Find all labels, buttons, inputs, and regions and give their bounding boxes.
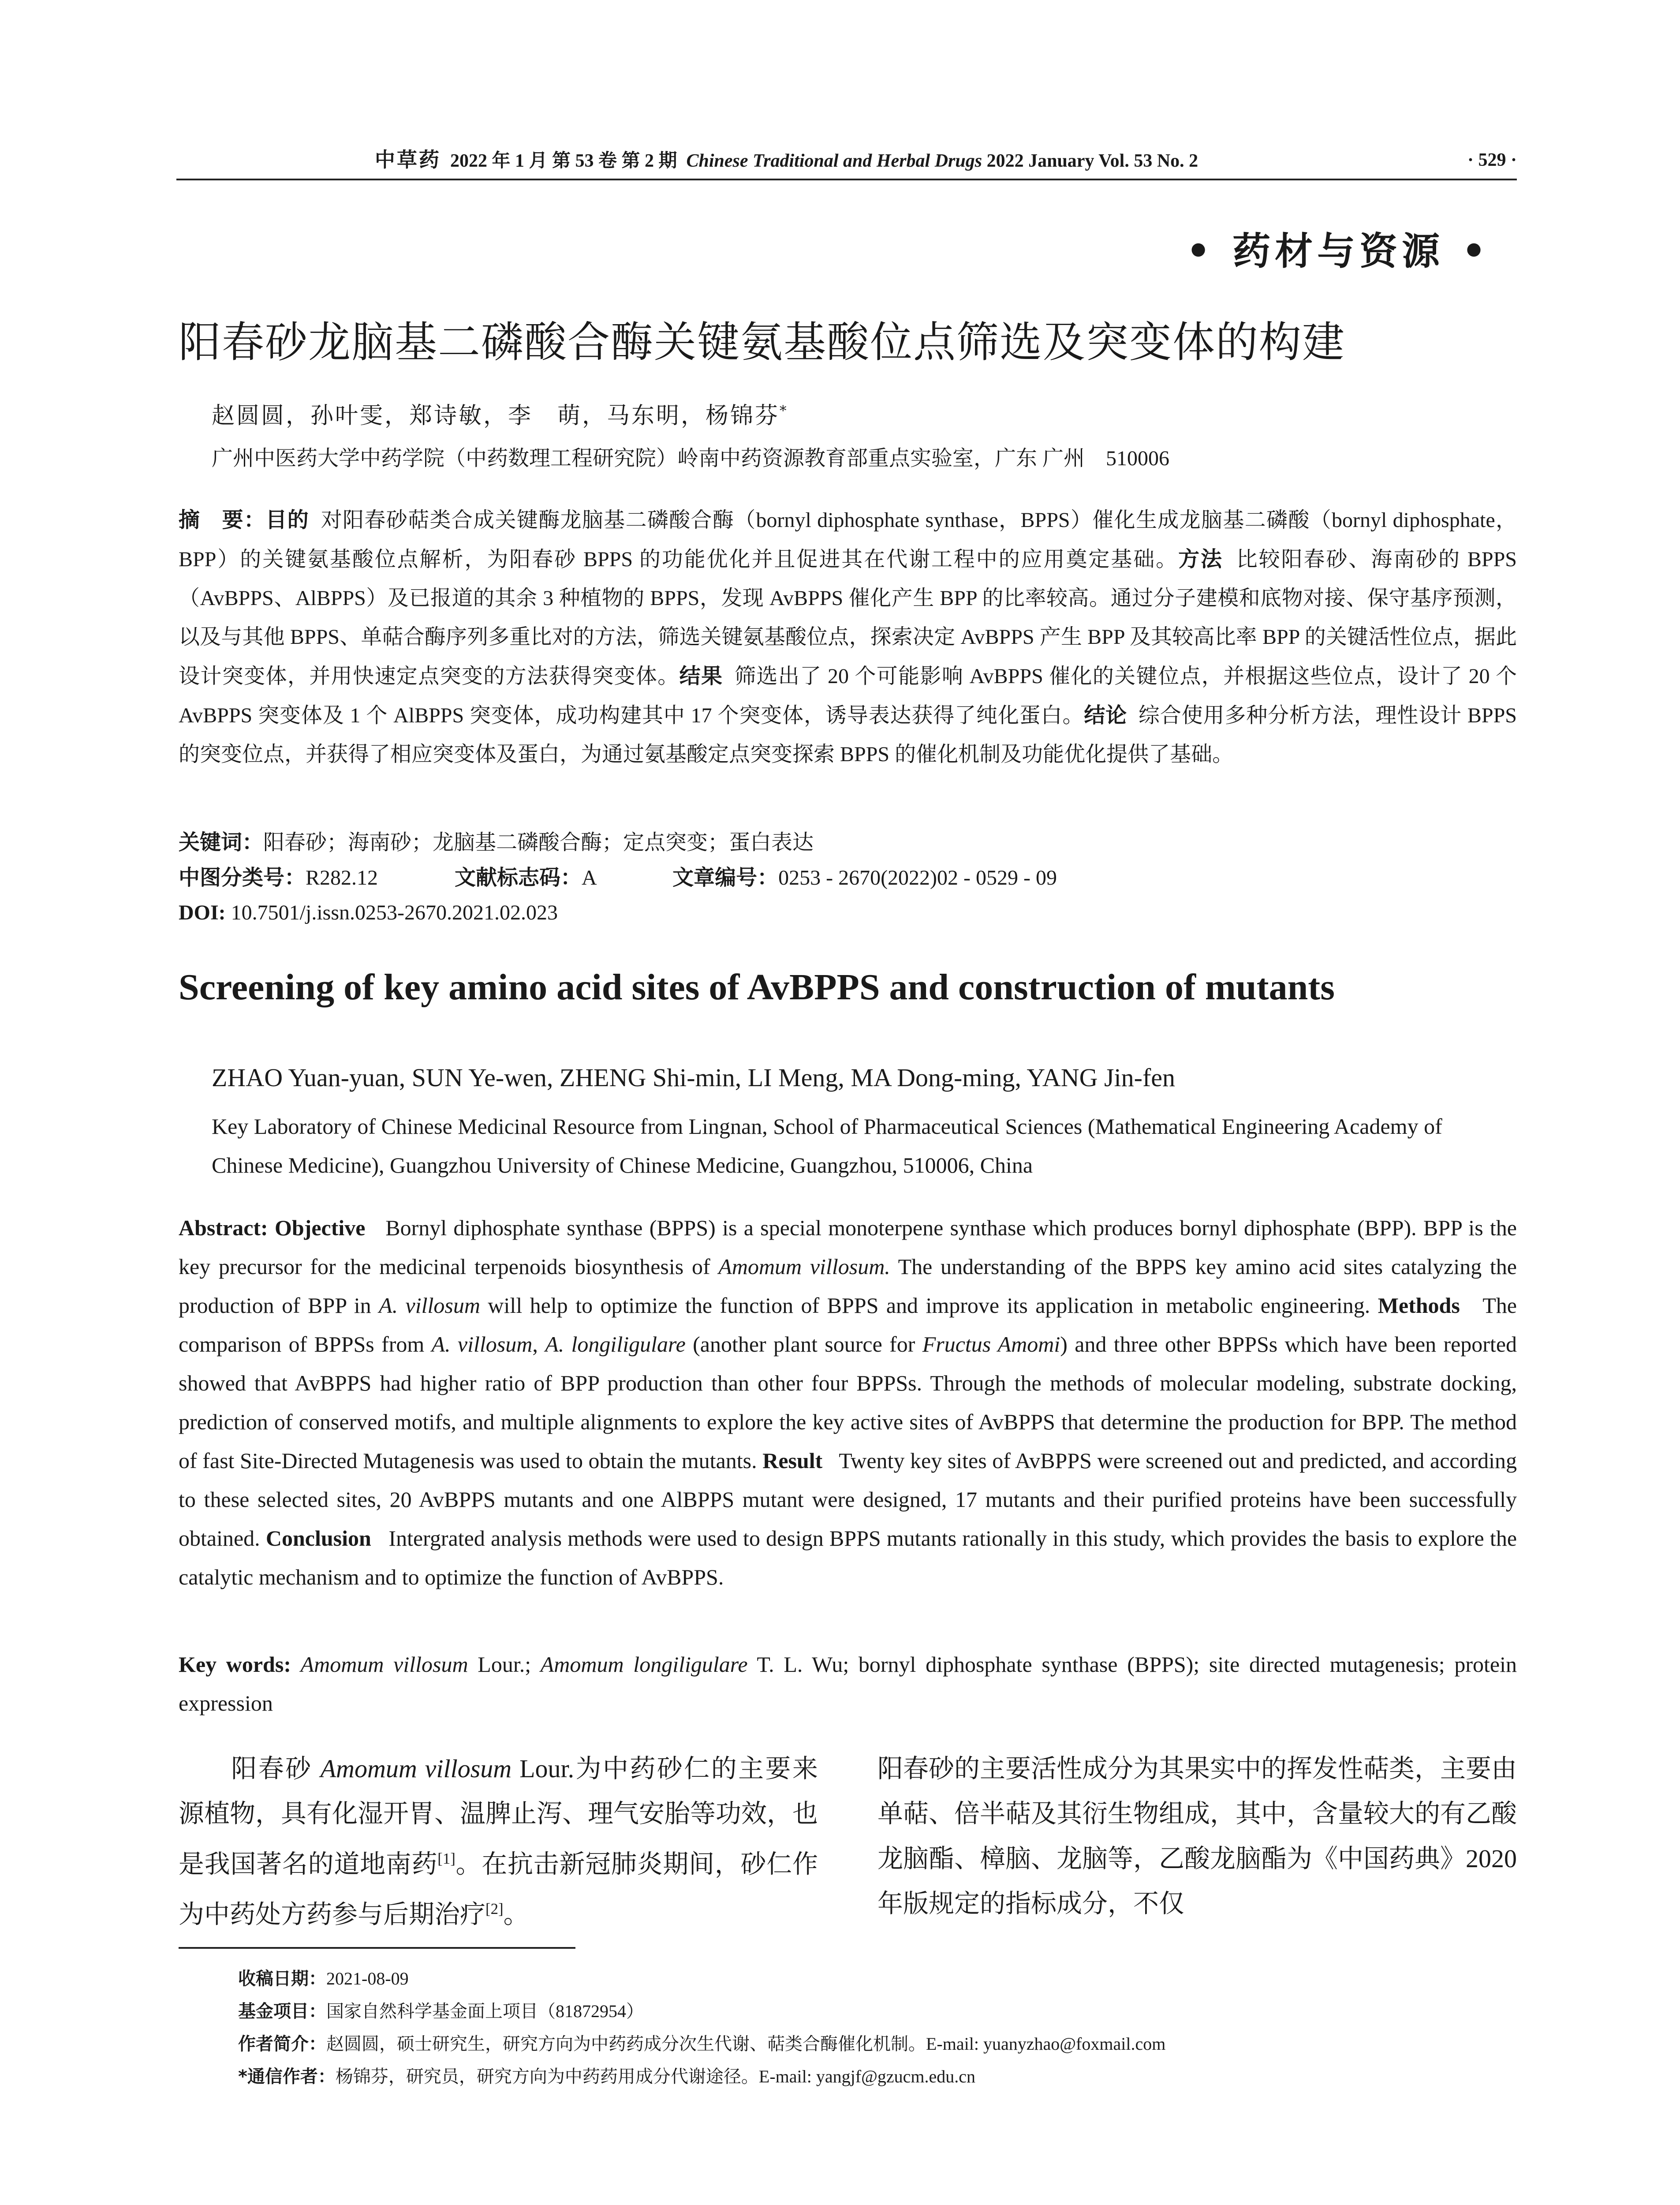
keywords-cn-text: 阳春砂；海南砂；龙脑基二磷酸合酶；定点突变；蛋白表达 xyxy=(263,831,814,854)
classification-line xyxy=(179,860,1517,896)
received-label: 收稿日期： xyxy=(238,1969,326,1989)
body-species: Amomum villosum xyxy=(320,1754,512,1783)
doi-label: DOI: xyxy=(179,901,226,924)
footnote-corresponding xyxy=(238,2060,1517,2093)
authors-en: ZHAO Yuan-yuan, SUN Ye-wen, ZHENG Shi-min, LI Meng, MA Dong-ming, YANG Jin-fen xyxy=(212,1063,1176,1092)
clc-label: 中图分类号： xyxy=(179,865,306,890)
corresponding-text: 杨锦芬，研究员，研究方向为中药药用成分代谢途径。E-mail: yangjf@gzucm.edu.cn xyxy=(335,2067,976,2086)
objective-species: Amomum villosum. xyxy=(718,1254,890,1279)
author-bio-text: 赵圆圆，硕士研究生，研究方向为中药药成分次生代谢、萜类合酶催化机制。E-mail: yuanyzhao@foxmail.com xyxy=(326,2034,1166,2054)
result-cn: 筛选出了 20 个可能影响 AvBPPS 催化的关键位点，并根据这些位点，设计了 20 个 AvBPPS 突变体及 1 个 AlBPPS 突变体，成功构建其中 17 个突变体，诱导表达获得了纯化蛋白。 xyxy=(179,665,1517,727)
keywords-cn xyxy=(179,825,814,860)
citation-2[interactable]: [2] xyxy=(485,1900,504,1918)
affiliation-cn: 广州中医药大学中药学院（中药数理工程研究院）岭南中药资源教育部重点实验室，广东 广州 510006 xyxy=(212,447,1170,470)
conclusion-en: Intergrated analysis methods were used to design BPPS mutants rationally in this study, which provides the basis to explore the catalytic mechanism and to optimize the function of AvBPPS. xyxy=(179,1526,1517,1589)
methods-sep: , xyxy=(532,1332,545,1357)
journal-name-cn: 中草药 xyxy=(375,149,441,171)
article-number-label: 文章编号： xyxy=(672,865,779,890)
methods-en-label: Methods xyxy=(1378,1293,1460,1318)
received-date: 2021-08-09 xyxy=(326,1969,409,1988)
body-left-4: 。 xyxy=(503,1900,529,1929)
authors-cn-names: 赵圆圆，孙叶雯，郑诗敏，李 萌，马东明，杨锦芬 xyxy=(212,403,780,429)
methods-en-1: The comparison of BPPSs from xyxy=(179,1293,1517,1357)
methods-en-2: (another plant source for xyxy=(685,1332,922,1357)
doi-line xyxy=(179,895,558,931)
corresponding-label: *通信作者： xyxy=(238,2067,336,2087)
footnote-author xyxy=(238,2028,1517,2060)
keywords-en-label: Key words: xyxy=(179,1652,291,1677)
issue-en: 2022 January Vol. 53 No. 2 xyxy=(986,151,1198,171)
conclusion-cn: 综合使用多种分析方法，理性设计 BPPS 的突变位点，并获得了相应突变体及蛋白，为通过氨基酸定点突变探索 BPPS 的催化机制及功能优化提供了基础。 xyxy=(179,704,1517,766)
objective-en-3: will help to optimize the function of BPPS and improve its application in metabolic engineering. xyxy=(480,1293,1370,1318)
methods-species-1: A. villosum xyxy=(431,1332,533,1357)
abstract-en xyxy=(179,1208,1517,1596)
issue-cn: 2022 年 1 月 第 53 卷 第 2 期 xyxy=(450,151,677,171)
objective-en-2: The understanding of the BPPS key amino acid sites catalyzing the production of BPP in xyxy=(179,1254,1517,1318)
conclusion-en-label: Conclusion xyxy=(265,1526,371,1551)
objective-en-1: Bornyl diphosphate synthase (BPPS) is a special monoterpene synthase which produces bornyl diphosphate (BPP). BPP is the key precursor for the medicinal terpenoids biosynthesis of xyxy=(179,1215,1517,1279)
page-number: · 529 · xyxy=(1467,150,1517,170)
footnote-rule xyxy=(179,1947,575,1949)
body-left-1: 阳春砂 xyxy=(230,1754,321,1783)
result-en: Twenty key sites of AvBPPS were screened out and predicted, and according to these selected sites, 20 AvBPPS mutants and one AlBPPS mutant were designed, 17 mutants and their purified proteins have been successfully obtained. xyxy=(179,1448,1517,1551)
corresponding-mark: * xyxy=(780,403,788,419)
body-column-left xyxy=(179,1746,818,1937)
journal-name-en: Chinese Traditional and Herbal Drugs xyxy=(686,151,982,171)
body-left-3: 。在抗击新冠肺炎期间，砂仁作为中药处方药参与后期治疗 xyxy=(179,1850,818,1929)
objective-cn-label: 目的 xyxy=(265,508,310,532)
keywords-en-text-2: T. L. Wu; bornyl diphosphate synthase (BPPS); site directed mutagenesis; protein expression xyxy=(179,1652,1517,1715)
abstract-en-label: Abstract: Objective xyxy=(179,1215,366,1240)
keywords-cn-label: 关键词： xyxy=(179,830,264,855)
running-header xyxy=(176,140,1517,180)
methods-species-3: Fructus Amomi xyxy=(922,1332,1060,1357)
footnote-received xyxy=(238,1962,1517,1995)
fund-label: 基金项目： xyxy=(238,2001,326,2022)
doc-code-label: 文献标志码： xyxy=(455,865,582,890)
objective-cn: 对阳春砂萜类合成关键酶龙脑基二磷酸合酶（bornyl diphosphate synthase，BPPS）催化生成龙脑基二磷酸（bornyl diphosphate，BPP）的关键氨基酸位点解析，为阳春砂 BPPS 的功能优化并且促进其在代谢工程中的应用奠定基础。 xyxy=(179,508,1517,571)
methods-cn: 比较阳春砂、海南砂的 BPPS（AvBPPS、AlBPPS）及已报道的其余 3 种植物的 BPPS，发现 AvBPPS 催化产生 BPP 的比率较高。通过分子建模和底物对接、保守基序预测，以及与其他 BPPS、单萜合酶序列多重比对的方法，筛选关键氨基酸位点，探索决定 AvBPPS 产生 BPP 及其较高比率 BPP 的关键活性位点，据此设计突变体，并用快速定点突变的方法获得突变体。 xyxy=(179,548,1517,688)
methods-species-2: A. longiligulare xyxy=(545,1332,686,1357)
keywords-en xyxy=(179,1645,1517,1723)
clc-value: R282.12 xyxy=(306,866,378,889)
author-bio-label: 作者简介： xyxy=(238,2034,326,2054)
body-left-2: Lour.为中药砂仁的主要来源植物，具有化湿开胃、温脾止泻、理气安胎等功效，也是我国著名的道地南药 xyxy=(179,1754,818,1879)
section-tag: • 药材与资源 • xyxy=(1186,229,1490,273)
abstract-cn xyxy=(179,501,1517,774)
footnotes xyxy=(238,1962,1517,2093)
citation-1[interactable]: [1] xyxy=(437,1850,455,1867)
methods-cn-label: 方法 xyxy=(1178,547,1223,572)
abstract-cn-label: 摘 要： xyxy=(179,508,266,532)
keyword-species-1: Amomum villosum xyxy=(300,1652,468,1677)
footnote-fund xyxy=(238,1995,1517,2028)
doc-code-value: A xyxy=(582,866,596,889)
body-column-right: 阳春砂的主要活性成分为其果实中的挥发性萜类，主要由单萜、倍半萜及其衍生物组成，其中，含量较大的有乙酸龙脑酯、樟脑、龙脑等，乙酸龙脑酯为《中国药典》2020 年版规定的指标成分，不仅 xyxy=(877,1754,1517,1918)
authors-cn xyxy=(212,397,788,430)
doi-value: 10.7501/j.issn.0253-2670.2021.02.023 xyxy=(231,901,558,924)
article-number-value: 0253 - 2670(2022)02 - 0529 - 09 xyxy=(778,866,1057,889)
article-title-cn: 阳春砂龙脑基二磷酸合酶关键氨基酸位点筛选及突变体的构建 xyxy=(179,318,1345,367)
keywords-en-text-1: Lour.; xyxy=(468,1652,541,1677)
article-title-en: Screening of key amino acid sites of AvBPPS and construction of mutants xyxy=(179,967,1335,1008)
affiliation-en: Key Laboratory of Chinese Medicinal Resource from Lingnan, School of Pharmaceutical Sciences (Mathematical Engineering Academy of Chinese Medicine), Guangzhou University of Chinese Medicine, Guangzhou, 510006, China xyxy=(212,1114,1442,1177)
keyword-species-2: Amomum longiligulare xyxy=(540,1652,748,1677)
result-en-label: Result xyxy=(762,1448,823,1473)
result-cn-label: 结果 xyxy=(679,664,723,688)
header-rule xyxy=(176,179,1517,180)
objective-species-2: A. villosum xyxy=(379,1293,480,1318)
conclusion-cn-label: 结论 xyxy=(1084,703,1127,728)
methods-en-3: ) and three other BPPSs which have been reported showed that AvBPPS had higher ratio of BPP production than other four BPPSs. Through the methods of molecular modeling, substrate docking, prediction of conserved motifs, and multiple alignments to explore the key active sites of AvBPPS that determine the production for BPP. The method of fast Site-Directed Mutagenesis was used to obtain the mutants. xyxy=(179,1332,1517,1473)
fund-text: 国家自然科学基金面上项目（81872954） xyxy=(326,2001,644,2021)
